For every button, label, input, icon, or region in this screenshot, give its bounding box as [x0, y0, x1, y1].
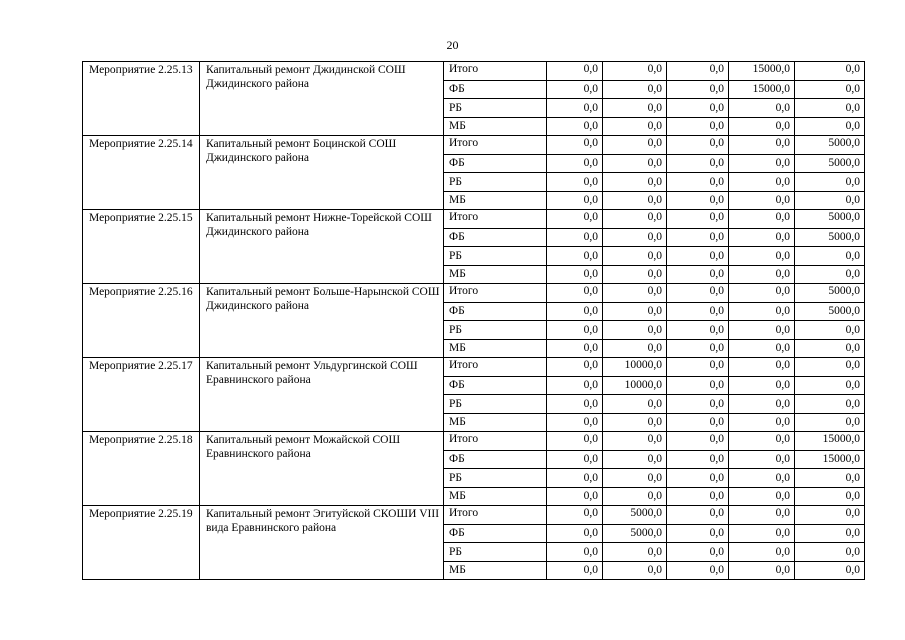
- amount-cell: 0,0: [667, 154, 729, 173]
- amount-cell: 0,0: [795, 173, 865, 192]
- amount-cell: 0,0: [729, 210, 795, 229]
- amount-cell: 0,0: [667, 80, 729, 99]
- amount-cell: 0,0: [547, 413, 603, 432]
- funding-source-cell: МБ: [444, 117, 547, 136]
- funding-source-cell: Итого: [444, 210, 547, 229]
- amount-cell: 0,0: [667, 450, 729, 469]
- amount-cell: 0,0: [603, 395, 667, 414]
- amount-cell: 0,0: [667, 210, 729, 229]
- amount-cell: 0,0: [729, 450, 795, 469]
- amount-cell: 0,0: [603, 173, 667, 192]
- amount-cell: 0,0: [667, 487, 729, 506]
- amount-cell: 0,0: [603, 339, 667, 358]
- amount-cell: 0,0: [729, 284, 795, 303]
- amount-cell: 0,0: [729, 302, 795, 321]
- funding-source-cell: РБ: [444, 99, 547, 118]
- funding-source-cell: РБ: [444, 247, 547, 266]
- event-description-cell: Капитальный ремонт Боцинской СОШ Джидинского района: [200, 136, 444, 210]
- table-row: [83, 358, 865, 377]
- amount-cell: 15000,0: [795, 432, 865, 451]
- funding-source-cell: Итого: [444, 62, 547, 81]
- amount-cell: 0,0: [667, 117, 729, 136]
- amount-cell: 0,0: [667, 469, 729, 488]
- table-row: [83, 62, 865, 81]
- amount-cell: 0,0: [729, 432, 795, 451]
- event-code-cell: Мероприятие 2.25.14: [83, 136, 200, 210]
- amount-cell: 0,0: [729, 469, 795, 488]
- amount-cell: 0,0: [667, 339, 729, 358]
- amount-cell: 0,0: [667, 432, 729, 451]
- amount-cell: 5000,0: [795, 228, 865, 247]
- amount-cell: 0,0: [547, 358, 603, 377]
- amount-cell: 0,0: [603, 191, 667, 210]
- event-code-cell: Мероприятие 2.25.17: [83, 358, 200, 432]
- amount-cell: 0,0: [729, 228, 795, 247]
- amount-cell: 0,0: [729, 339, 795, 358]
- funding-source-cell: ФБ: [444, 376, 547, 395]
- amount-cell: 15000,0: [729, 80, 795, 99]
- amount-cell: 0,0: [547, 339, 603, 358]
- amount-cell: 0,0: [603, 432, 667, 451]
- amount-cell: 5000,0: [795, 302, 865, 321]
- amount-cell: 0,0: [795, 117, 865, 136]
- amount-cell: 0,0: [795, 99, 865, 118]
- amount-cell: 0,0: [729, 99, 795, 118]
- amount-cell: 0,0: [603, 413, 667, 432]
- amount-cell: 0,0: [603, 284, 667, 303]
- amount-cell: 0,0: [795, 395, 865, 414]
- table-row: [83, 210, 865, 229]
- funding-source-cell: ФБ: [444, 154, 547, 173]
- amount-cell: 0,0: [547, 247, 603, 266]
- amount-cell: 0,0: [667, 173, 729, 192]
- amount-cell: 0,0: [795, 265, 865, 284]
- funding-source-cell: РБ: [444, 469, 547, 488]
- amount-cell: 0,0: [547, 284, 603, 303]
- amount-cell: 0,0: [795, 524, 865, 543]
- amount-cell: 5000,0: [795, 284, 865, 303]
- amount-cell: 5000,0: [795, 210, 865, 229]
- budget-table: [82, 61, 865, 580]
- table-row: [83, 432, 865, 451]
- amount-cell: 0,0: [729, 117, 795, 136]
- amount-cell: 0,0: [547, 191, 603, 210]
- amount-cell: 0,0: [795, 469, 865, 488]
- funding-source-cell: ФБ: [444, 302, 547, 321]
- amount-cell: 0,0: [667, 561, 729, 580]
- amount-cell: 0,0: [547, 506, 603, 525]
- amount-cell: 0,0: [603, 117, 667, 136]
- funding-source-cell: МБ: [444, 561, 547, 580]
- amount-cell: 0,0: [667, 413, 729, 432]
- funding-source-cell: РБ: [444, 173, 547, 192]
- amount-cell: 0,0: [603, 62, 667, 81]
- event-code-cell: Мероприятие 2.25.15: [83, 210, 200, 284]
- amount-cell: 0,0: [603, 321, 667, 340]
- table-row: [83, 136, 865, 155]
- amount-cell: 0,0: [603, 210, 667, 229]
- amount-cell: 0,0: [547, 561, 603, 580]
- funding-source-cell: Итого: [444, 136, 547, 155]
- amount-cell: 0,0: [667, 543, 729, 562]
- amount-cell: 0,0: [795, 506, 865, 525]
- amount-cell: 0,0: [547, 173, 603, 192]
- event-description-cell: Капитальный ремонт Больше-Нарынской СОШ Джидинского района: [200, 284, 444, 358]
- event-description-cell: Капитальный ремонт Джидинской СОШ Джидинского района: [200, 62, 444, 136]
- amount-cell: 0,0: [547, 80, 603, 99]
- amount-cell: 0,0: [667, 62, 729, 81]
- amount-cell: 0,0: [729, 487, 795, 506]
- funding-source-cell: МБ: [444, 339, 547, 358]
- amount-cell: 0,0: [547, 321, 603, 340]
- amount-cell: 0,0: [795, 413, 865, 432]
- amount-cell: 0,0: [547, 302, 603, 321]
- amount-cell: 0,0: [729, 154, 795, 173]
- event-code-cell: Мероприятие 2.25.18: [83, 432, 200, 506]
- amount-cell: 0,0: [547, 117, 603, 136]
- funding-source-cell: ФБ: [444, 524, 547, 543]
- amount-cell: 0,0: [729, 524, 795, 543]
- amount-cell: 0,0: [603, 99, 667, 118]
- amount-cell: 0,0: [667, 136, 729, 155]
- amount-cell: 0,0: [547, 487, 603, 506]
- funding-source-cell: ФБ: [444, 450, 547, 469]
- amount-cell: 10000,0: [603, 376, 667, 395]
- amount-cell: 5000,0: [603, 506, 667, 525]
- amount-cell: 0,0: [729, 395, 795, 414]
- amount-cell: 0,0: [603, 228, 667, 247]
- amount-cell: 0,0: [667, 358, 729, 377]
- amount-cell: 0,0: [603, 302, 667, 321]
- amount-cell: 0,0: [795, 62, 865, 81]
- amount-cell: 0,0: [729, 191, 795, 210]
- funding-source-cell: МБ: [444, 487, 547, 506]
- amount-cell: 0,0: [603, 247, 667, 266]
- funding-source-cell: ФБ: [444, 228, 547, 247]
- amount-cell: 0,0: [603, 469, 667, 488]
- amount-cell: 0,0: [547, 136, 603, 155]
- amount-cell: 0,0: [667, 284, 729, 303]
- amount-cell: 0,0: [729, 321, 795, 340]
- event-description-cell: Капитальный ремонт Нижне-Торейской СОШ Джидинского района: [200, 210, 444, 284]
- amount-cell: 0,0: [729, 376, 795, 395]
- event-description-cell: Капитальный ремонт Можайской СОШ Еравнинского района: [200, 432, 444, 506]
- amount-cell: 0,0: [603, 265, 667, 284]
- amount-cell: 0,0: [729, 265, 795, 284]
- amount-cell: 0,0: [667, 302, 729, 321]
- amount-cell: 0,0: [667, 99, 729, 118]
- event-description-cell: Капитальный ремонт Ульдургинской СОШ Еравнинского района: [200, 358, 444, 432]
- amount-cell: 0,0: [603, 450, 667, 469]
- amount-cell: 0,0: [547, 376, 603, 395]
- amount-cell: 0,0: [603, 80, 667, 99]
- amount-cell: 5000,0: [795, 136, 865, 155]
- amount-cell: 0,0: [795, 487, 865, 506]
- funding-source-cell: ФБ: [444, 80, 547, 99]
- event-code-cell: Мероприятие 2.25.16: [83, 284, 200, 358]
- table-row: [83, 506, 865, 525]
- amount-cell: 0,0: [547, 432, 603, 451]
- amount-cell: 0,0: [547, 154, 603, 173]
- amount-cell: 0,0: [729, 543, 795, 562]
- amount-cell: 15000,0: [729, 62, 795, 81]
- amount-cell: 0,0: [547, 450, 603, 469]
- amount-cell: 5000,0: [603, 524, 667, 543]
- amount-cell: 0,0: [547, 543, 603, 562]
- event-code-cell: Мероприятие 2.25.13: [83, 62, 200, 136]
- amount-cell: 15000,0: [795, 450, 865, 469]
- amount-cell: 0,0: [603, 487, 667, 506]
- event-description-cell: Капитальный ремонт Эгитуйской СКОШИ VIII вида Еравнинского района: [200, 506, 444, 580]
- funding-source-cell: МБ: [444, 413, 547, 432]
- amount-cell: 0,0: [603, 561, 667, 580]
- funding-source-cell: Итого: [444, 284, 547, 303]
- amount-cell: 10000,0: [603, 358, 667, 377]
- amount-cell: 0,0: [603, 543, 667, 562]
- amount-cell: 0,0: [795, 247, 865, 266]
- amount-cell: 0,0: [547, 524, 603, 543]
- amount-cell: 0,0: [547, 265, 603, 284]
- amount-cell: 0,0: [667, 191, 729, 210]
- amount-cell: 0,0: [729, 358, 795, 377]
- funding-source-cell: РБ: [444, 321, 547, 340]
- table-row: [83, 284, 865, 303]
- funding-source-cell: Итого: [444, 432, 547, 451]
- amount-cell: 0,0: [547, 395, 603, 414]
- amount-cell: 0,0: [547, 99, 603, 118]
- amount-cell: 0,0: [667, 395, 729, 414]
- funding-source-cell: Итого: [444, 358, 547, 377]
- amount-cell: 0,0: [667, 506, 729, 525]
- amount-cell: 0,0: [729, 561, 795, 580]
- amount-cell: 0,0: [667, 524, 729, 543]
- amount-cell: 0,0: [729, 506, 795, 525]
- amount-cell: 0,0: [603, 154, 667, 173]
- amount-cell: 0,0: [795, 191, 865, 210]
- amount-cell: 0,0: [667, 247, 729, 266]
- page-number: 20: [446, 38, 459, 52]
- amount-cell: 0,0: [667, 376, 729, 395]
- amount-cell: 0,0: [603, 136, 667, 155]
- amount-cell: 0,0: [667, 228, 729, 247]
- amount-cell: 0,0: [667, 321, 729, 340]
- amount-cell: 0,0: [667, 265, 729, 284]
- amount-cell: 0,0: [729, 413, 795, 432]
- amount-cell: 0,0: [795, 561, 865, 580]
- amount-cell: 0,0: [795, 339, 865, 358]
- amount-cell: 5000,0: [795, 154, 865, 173]
- amount-cell: 0,0: [795, 358, 865, 377]
- event-code-cell: Мероприятие 2.25.19: [83, 506, 200, 580]
- funding-source-cell: РБ: [444, 543, 547, 562]
- amount-cell: 0,0: [547, 469, 603, 488]
- amount-cell: 0,0: [795, 80, 865, 99]
- amount-cell: 0,0: [729, 173, 795, 192]
- amount-cell: 0,0: [729, 247, 795, 266]
- amount-cell: 0,0: [547, 62, 603, 81]
- funding-source-cell: МБ: [444, 265, 547, 284]
- funding-source-cell: РБ: [444, 395, 547, 414]
- amount-cell: 0,0: [795, 321, 865, 340]
- amount-cell: 0,0: [729, 136, 795, 155]
- amount-cell: 0,0: [795, 376, 865, 395]
- amount-cell: 0,0: [547, 228, 603, 247]
- amount-cell: 0,0: [547, 210, 603, 229]
- amount-cell: 0,0: [795, 543, 865, 562]
- funding-source-cell: МБ: [444, 191, 547, 210]
- funding-source-cell: Итого: [444, 506, 547, 525]
